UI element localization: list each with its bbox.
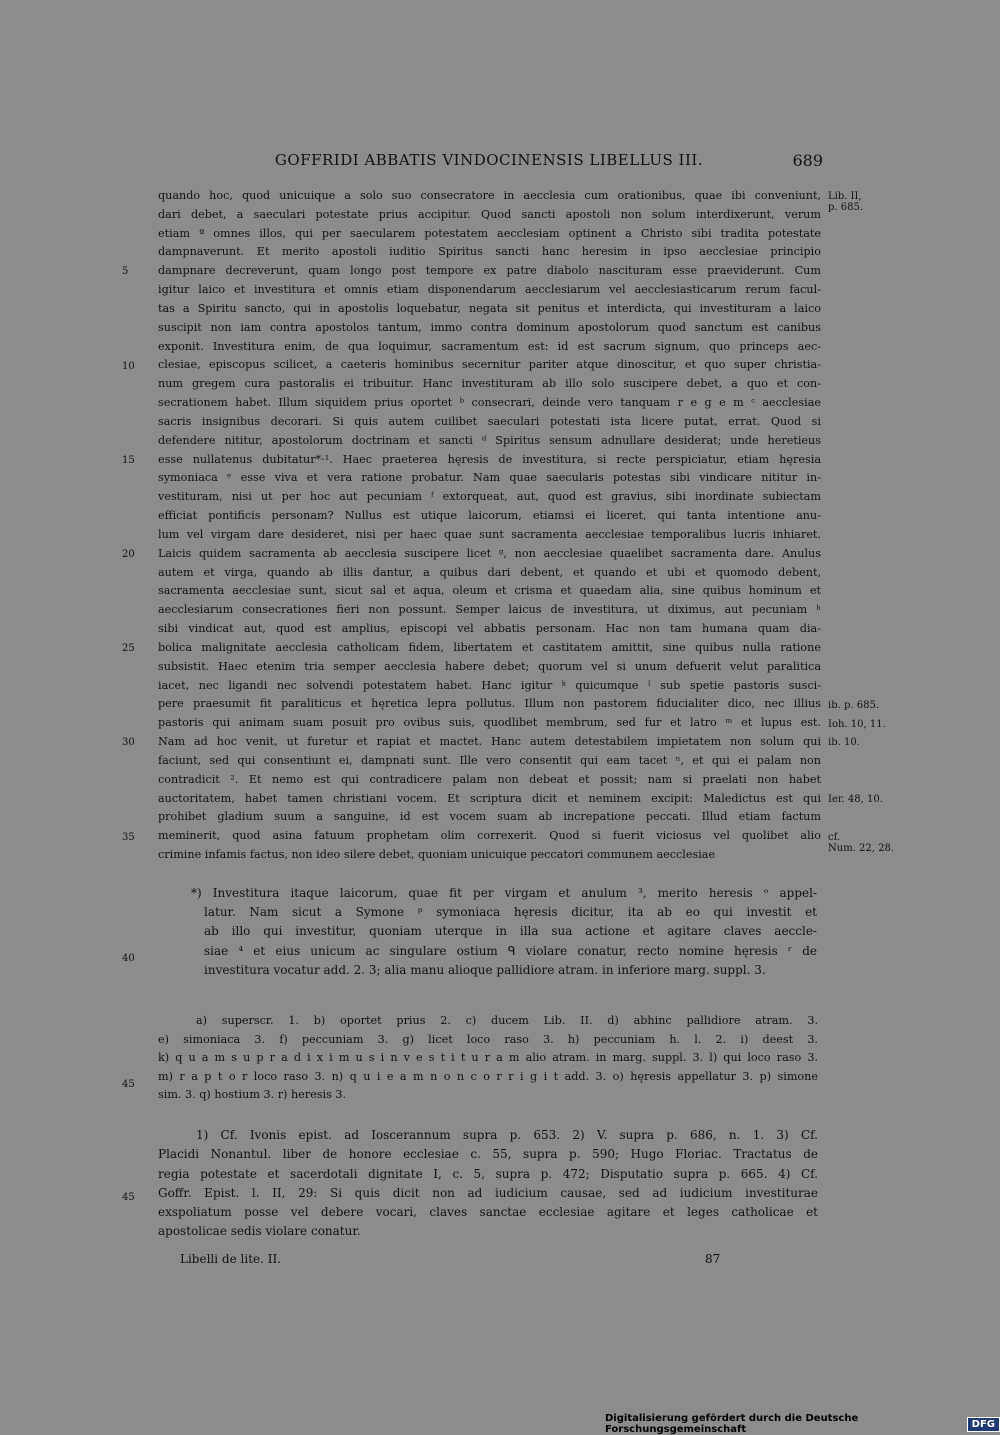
text-line: Nam ad hoc venit, ut furetur et rapiat et mactet. Hanc autem detestabilem impietatem non solum qui xyxy=(158,735,821,749)
text-line: bolica malignitate aecclesia catholicam fidem, libertatem et castitatem amittit, sine quibus nulla ratione xyxy=(158,640,821,654)
text-line: sim. 3. q) hostium 3. r) heresis 3. xyxy=(158,1088,347,1102)
text-line: sibi vindicat aut, quod est amplius, episcopi vel abbatis personam. Hac non tam humana quam dia- xyxy=(158,622,821,636)
text-line: clesiae, episcopus scilicet, a caeteris hominibus secernitur pariter atque dinoscitur, et quo super christia- xyxy=(158,358,821,372)
text-line: dari debet, a saeculari potestate prius accipitur. Quod sancti apostoli non solum interdixerunt, verum xyxy=(158,207,821,221)
line-number: 45 xyxy=(122,1192,135,1203)
text-line: exponit. Investitura enim, de qua loquimur, sacramentum est: id est sacrum signum, quo princeps aec- xyxy=(158,339,821,353)
text-line: *) Investitura itaque laicorum, quae fit per virgam et anulum ³, merito heresis ᵒ appel- xyxy=(191,886,817,900)
margin-reference xyxy=(828,191,863,213)
line-number: 5 xyxy=(122,266,129,278)
text-line: auctoritatem, habet tamen christiani vocem. Et scriptura dicit et neminem excipit: Maledictus est qui xyxy=(158,791,821,805)
text-line: investitura vocatur add. 2. 3; alia manu alioque pallidiore atram. in inferiore marg. suppl. 3. xyxy=(204,962,766,977)
text-line: esse nullatenus dubitatur*·¹. Haec praeterea hęresis de investitura, si recte perspiciatur, etiam hęresia xyxy=(158,452,821,466)
line-number: 10 xyxy=(122,360,135,372)
text-line: sacramenta aecclesiae sunt, sicut sal et aqua, oleum et crisma et quaedam alia, sine quibus hominum et xyxy=(158,584,821,598)
text-line: quando hoc, quod unicuique a solo suo consecratore in aecclesia cum orationibus, quae ibi conveniunt, xyxy=(158,189,821,202)
margin-reference-line: p. 685. xyxy=(828,202,864,213)
running-header xyxy=(155,151,823,171)
text-line: a) superscr. 1. b) oportet prius 2. c) ducem Lib. II. d) abhinc pallidiore atram. 3. xyxy=(196,1014,818,1027)
text-line: pastoris qui animam suam posuit pro ovibus suis, quodlibet membrum, sed fur et latro ᵐ et lupus est. xyxy=(158,716,821,730)
page-number: 689 xyxy=(792,151,823,170)
text-line: symoniaca ᵉ esse viva et vera ratione probatur. Nam quae saecularis potestas sibi vindicare nititur in- xyxy=(158,471,821,485)
margin-reference-line: Num. 22, 28. xyxy=(828,842,895,854)
text-line: lum vel virgam dare desideret, nisi per haec quae sunt sacramenta aecclesiae temporalibus lucris inhiaret. xyxy=(158,527,821,541)
series-title: Libelli de lite. II. xyxy=(180,1252,282,1266)
text-line: e) simoniaca 3. f) peccuniam 3. g) licet loco raso 3. h) peccuniam h. l. 2. i) deest 3. xyxy=(158,1032,818,1046)
running-title: GOFFRIDI ABBATIS VINDOCINENSIS LIBELLUS III. xyxy=(274,151,704,169)
margin-reference xyxy=(828,719,886,730)
digitization-credit xyxy=(605,1413,1000,1435)
text-line: apostolicae sedis violare conatur. xyxy=(158,1224,361,1239)
critical-apparatus xyxy=(158,1012,818,1105)
signature-mark: 87 xyxy=(705,1252,721,1266)
margin-reference-line: Ioh. 10, 11. xyxy=(828,718,886,730)
text-line: exspoliatum posse vel debere vocari, claves sanctae ecclesiae agitare et leges catholicae et xyxy=(158,1205,818,1220)
line-number: 20 xyxy=(122,548,135,560)
margin-reference-line: ib. p. 685. xyxy=(828,699,879,711)
line-number: 25 xyxy=(122,643,135,655)
margin-reference xyxy=(828,794,883,805)
text-line: iacet, nec ligandi nec solvendi potestatem habet. Hanc igitur ᵏ quicumque ˡ sub spetie pastoris susci- xyxy=(158,678,821,692)
line-number: 30 xyxy=(122,737,135,749)
line-number: 40 xyxy=(122,953,135,964)
margin-reference-line: ib. 10. xyxy=(828,737,860,749)
footnotes xyxy=(158,1126,818,1242)
text-line: suscipit non iam contra apostolos tantum, immo contra dominum apostolorum quod sanctum est canibus xyxy=(158,320,821,334)
text-line: Placidi Nonantul. liber de honore ecclesiae c. 55, supra p. 590; Hugo Floriac. Tractatus de xyxy=(158,1147,818,1162)
text-line: Goffr. Epist. l. II, 29: Si quis dicit non ad iudicium causae, sed ad iudicium investiturae xyxy=(158,1185,818,1200)
line-number: 35 xyxy=(122,831,135,843)
line-number: 15 xyxy=(122,454,135,466)
text-line: meminerit, quod asina fatuum prophetam olim correxerit. Quod si fuerit viciosus vel quolibet alio xyxy=(158,829,821,843)
margin-reference xyxy=(828,737,860,748)
main-text xyxy=(158,187,821,865)
margin-reference xyxy=(828,700,879,711)
text-line: prohibet gladium suum a sanguine, id est vocem suam ab increpatione peccati. Illud etiam factum xyxy=(158,810,821,824)
text-line: aecclesiarum consecrationes fieri non possunt. Semper laicus de investitura, ut diximus, aut pecuniam ʰ xyxy=(158,603,821,617)
text-line: dampnare decreverunt, quam longo post tempore ex patre diabolo nascituram esse praeviderunt. Cum xyxy=(158,264,821,278)
text-line: subsistit. Haec etenim tria semper aecclesia habere debet; quorum vel si unum defuerit velut paralitica xyxy=(158,659,821,673)
text-line: k) q u a m s u p r a d i x i m u s i n v e s t i t u r a m alio atram. in marg. suppl. 3. l) qui loco raso 3. xyxy=(158,1051,818,1065)
text-line: etiam ª omnes illos, qui per saecularem potestatem aecclesiam optinent a Christo sibi tradita potestate xyxy=(158,226,821,240)
text-line: autem et virga, quando ab illis dantur, a quibus dari debent, et quando et ubi et quomodo debent, xyxy=(158,565,821,579)
dfg-logo: DFG xyxy=(967,1417,1000,1432)
text-line: efficiat pontificis personam? Nullus est utique laicorum, etiamsi ei liceret, qui tanta intentione anu- xyxy=(158,509,821,523)
text-line: igitur laico et investitura et omnis etiam disponendarum aecclesiarum vel aecclesiasticarum rerum facul- xyxy=(158,283,821,297)
digitization-text: Digitalisierung gefördert durch die Deutsche Forschungsgemeinschaft xyxy=(605,1413,859,1435)
line-number: 45 xyxy=(122,1079,135,1090)
text-line: vestituram, nisi ut per hoc aut pecuniam ᶠ extorqueat, aut, quod est gravius, sibi inordinate subiectam xyxy=(158,490,821,504)
text-line: m) r a p t o r loco raso 3. n) q u i e a m n o n c o r r i g i t add. 3. o) hęresis appellatur 3. p) simone xyxy=(158,1069,818,1083)
text-line: latur. Nam sicut a Symone ᵖ symoniaca hęresis dicitur, ita ab eo qui investit et xyxy=(204,905,817,920)
text-line: secrationem habet. Illum siquidem prius oportet ᵇ consecrari, deinde vero tanquam r e g e m ᶜ aecclesiae xyxy=(158,396,821,410)
text-line: ab illo qui investitur, quoniam uterque in illa sua actione et agitare claves aeccle- xyxy=(204,924,817,939)
text-line: Laicis quidem sacramenta ab aecclesia suscipere licet ᵍ, non aecclesiae quaelibet sacramenta dare. Anulus xyxy=(158,546,821,560)
text-line: 1) Cf. Ivonis epist. ad Ioscerannum supra p. 653. 2) V. supra p. 686, n. 1. 3) Cf. xyxy=(196,1128,818,1142)
margin-reference-line: Lib. II, xyxy=(828,191,862,202)
author-note xyxy=(191,884,817,980)
text-line: tas a Spiritu sancto, qui in apostolis loquebatur, negata sit penitus et interdicta, qui investituram a laico xyxy=(158,301,821,315)
text-line: contradicit ². Et nemo est qui contradicere palam non debeat et possit; nam si praelati non habet xyxy=(158,772,821,786)
margin-reference-line: cf. xyxy=(828,831,841,843)
text-line: faciunt, sed qui consentiunt ei, dampnati sunt. Ille vero consentit qui eam tacet ⁿ, et qui ei palam non xyxy=(158,753,821,767)
text-line: crimine infamis factus, non ideo silere debet, quoniam unicuique peccatori communem aecclesiae xyxy=(158,847,716,861)
text-line: pere praesumit fit paraliticus et hęretica lepra pollutus. Illum non pastorem fiducialiter dico, nec illius xyxy=(158,697,821,711)
text-line: dampnaverunt. Et merito apostoli iuditio Spiritus sancti hanc heresim in ipso aecclesiae principio xyxy=(158,245,821,259)
margin-reference-line: Ier. 48, 10. xyxy=(828,793,883,805)
text-line: siae ⁴ et eius unicum ac singulare ostium ᑫ violare conatur, recto nomine hęresis ʳ de xyxy=(204,943,817,958)
text-line: regia potestate et sacerdotali dignitate I, c. 5, supra p. 472; Disputatio supra p. 665. 4) Cf. xyxy=(158,1166,818,1181)
text-line: num gregem cura pastoralis ei tribuitur. Hanc investituram ab illo solo suscipere debet, a quo et con- xyxy=(158,377,821,391)
text-line: sacris insignibus decorari. Si quis autem cuilibet saeculari potestati ista licere putat, errat. Quod si xyxy=(158,414,821,428)
text-line: defendere nititur, apostolorum doctrinam et sancti ᵈ Spiritus sensum adnullare desiderat; unde heretieus xyxy=(158,433,821,447)
margin-reference xyxy=(828,832,894,854)
